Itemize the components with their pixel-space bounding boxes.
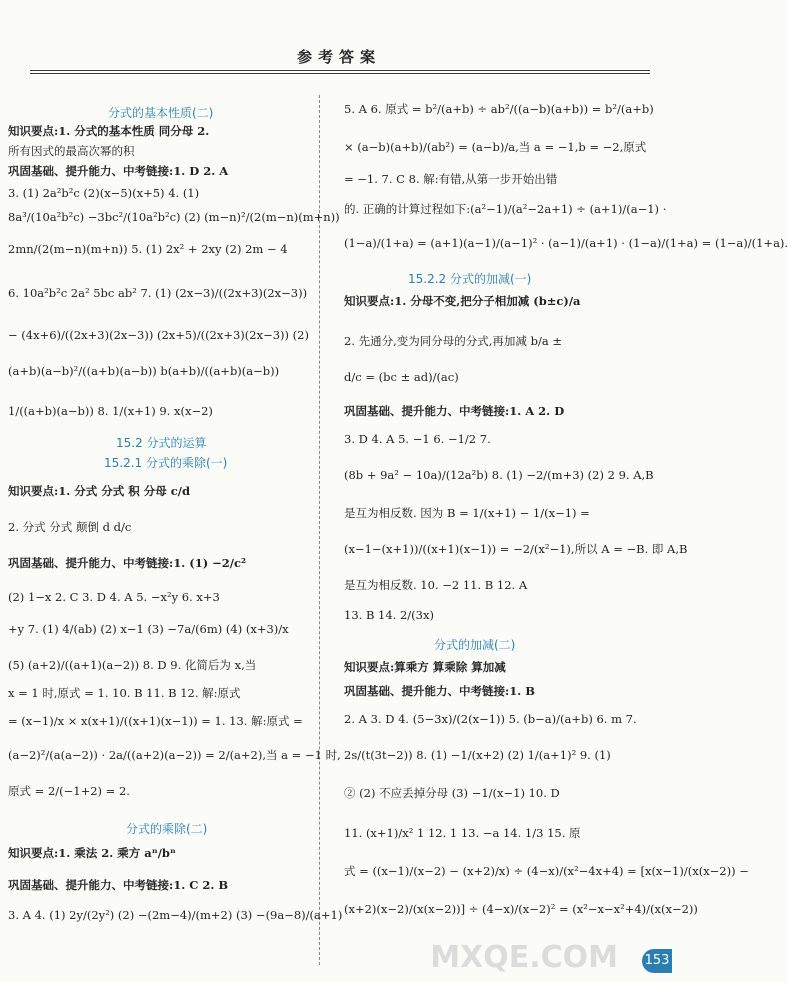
- answer-line: (1−a)/(1+a) = (a+1)(a−1)/(a−1)² · (a−1)/(a+1) · (1−a)/(1+a) = (1−a)/(1+a).: [344, 236, 788, 250]
- answer-line: 知识要点:1. 乘法 2. 乘方 aⁿ/bⁿ: [8, 846, 176, 860]
- answer-line: 6. 10a²b²c 2a² 5bc ab² 7. (1) (2x−3)/((2x+3)(2x−3)): [8, 286, 308, 300]
- answer-line: (x−1−(x+1))/((x+1)(x−1)) = −2/(x²−1),所以 A = −B. 即 A,B: [344, 542, 688, 556]
- section-heading: 分式的乘除(二): [126, 822, 208, 836]
- answer-line: 11. (x+1)/x² 1 12. 1 13. −a 14. 1/3 15. 原: [344, 826, 581, 840]
- section-heading: 15.2.1 分式的乘除(一): [104, 456, 228, 470]
- page-number: 153: [642, 949, 672, 973]
- answer-line: (a+b)(a−b)²/((a+b)(a−b)) b(a+b)/((a+b)(a−b)): [8, 364, 280, 378]
- answer-line: 1/((a+b)(a−b)) 8. 1/(x+1) 9. x(x−2): [8, 404, 213, 418]
- header-rule-top: [30, 70, 650, 71]
- answer-line: 2. A 3. D 4. (5−3x)/(2(x−1)) 5. (b−a)/(a+b) 6. m 7.: [344, 712, 637, 726]
- answer-line: (a−2)²/(a(a−2)) · 2a/((a+2)(a−2)) = 2/(a+2),当 a = −1 时,: [8, 748, 341, 762]
- answer-line: 知识要点:算乘方 算乘除 算加减: [344, 660, 506, 674]
- answer-line: 式 = ((x−1)/(x−2) − (x+2)/x) ÷ (4−x)/(x²−4x+4) = [x(x−1)/(x(x−2)) −: [344, 864, 749, 878]
- column-divider: [319, 95, 320, 965]
- answer-line: +y 7. (1) 4/(ab) (2) x−1 (3) −7a/(6m) (4) (x+3)/x: [8, 622, 289, 636]
- answer-line: 所有因式的最高次幂的积: [8, 144, 135, 158]
- answer-line: (x+2)(x−2)/(x(x−2))] ÷ (4−x)/(x−2)² = (x²−x−x²+4)/(x(x−2)): [344, 902, 698, 916]
- answer-line: 原式 = 2/(−1+2) = 2.: [8, 784, 130, 798]
- answer-line: 知识要点:1. 分式的基本性质 同分母 2.: [8, 124, 210, 138]
- answer-line: 巩固基础、提升能力、中考链接:1. A 2. D: [344, 404, 565, 418]
- answer-line: 巩固基础、提升能力、中考链接:1. B: [344, 684, 535, 698]
- answer-line: × (a−b)(a+b)/(ab²) = (a−b)/a,当 a = −1,b = −2,原式: [344, 140, 647, 154]
- answer-line: 3. A 4. (1) 2y/(2y²) (2) −(2m−4)/(m+2) (3) −(9a−8)/(a+1): [8, 908, 343, 922]
- answer-line: 是互为相反数. 因为 B = 1/(x+1) − 1/(x−1) =: [344, 506, 590, 520]
- answer-line: (8b + 9a² − 10a)/(12a²b) 8. (1) −2/(m+3) (2) 2 9. A,B: [344, 468, 654, 482]
- section-heading: 15.2 分式的运算: [116, 436, 207, 450]
- header-rule-bottom: [30, 73, 650, 74]
- answer-line: 3. D 4. A 5. −1 6. −1/2 7.: [344, 432, 491, 446]
- answer-line: 知识要点:1. 分母不变,把分子相加减 (b±c)/a: [344, 294, 581, 308]
- answer-line: = −1. 7. C 8. 解:有错,从第一步开始出错: [344, 172, 558, 186]
- answer-line: 是互为相反数. 10. −2 11. B 12. A: [344, 578, 528, 592]
- answer-line: 8a³/(10a²b²c) −3bc²/(10a²b²c) (2) (m−n)²/(2(m−n)(m+n)): [8, 210, 340, 224]
- answer-line: (2) 1−x 2. C 3. D 4. A 5. −x²y 6. x+3: [8, 590, 220, 604]
- answer-line: d/c = (bc ± ad)/(ac): [344, 370, 459, 384]
- answer-line: = (x−1)/x × x(x+1)/((x+1)(x−1)) = 1. 13. 解:原式 =: [8, 714, 303, 728]
- section-heading: 分式的基本性质(二): [108, 106, 214, 120]
- answer-line: 巩固基础、提升能力、中考链接:1. D 2. A: [8, 164, 229, 178]
- answer-line: 13. B 14. 2/(3x): [344, 608, 434, 622]
- answer-line: 3. (1) 2a²b²c (2)(x−5)(x+5) 4. (1): [8, 186, 200, 200]
- answer-line: − (4x+6)/((2x+3)(2x−3)) (2x+5)/((2x+3)(2x−3)) (2): [8, 328, 309, 342]
- answer-line: 2mn/(2(m−n)(m+n)) 5. (1) 2x² + 2xy (2) 2m − 4: [8, 242, 288, 256]
- section-heading: 15.2.2 分式的加减(一): [408, 272, 532, 286]
- answer-line: 2. 分式 分式 颠倒 d d/c: [8, 520, 132, 534]
- answer-line: 巩固基础、提升能力、中考链接:1. (1) −2/c²: [8, 556, 247, 570]
- answer-line: 5. A 6. 原式 = b²/(a+b) ÷ ab²/((a−b)(a+b)) = b²/(a+b): [344, 102, 654, 116]
- answer-line: ② (2) 不应丢掉分母 (3) −1/(x−1) 10. D: [344, 786, 560, 800]
- watermark-logo: MXQE.COM: [430, 940, 618, 975]
- answer-line: 巩固基础、提升能力、中考链接:1. C 2. B: [8, 878, 229, 892]
- answer-line: 知识要点:1. 分式 分式 积 分母 c/d: [8, 484, 191, 498]
- answer-line: x = 1 时,原式 = 1. 10. B 11. B 12. 解:原式: [8, 686, 241, 700]
- section-heading: 分式的加减(二): [434, 638, 516, 652]
- answer-line: (5) (a+2)/((a+1)(a−2)) 8. D 9. 化简后为 x,当: [8, 658, 257, 672]
- page-header: 参考答案: [296, 48, 381, 66]
- answer-line: 2s/(t(3t−2)) 8. (1) −1/(x+2) (2) 1/(a+1)² 9. (1): [344, 748, 611, 762]
- answer-line: 2. 先通分,变为同分母的分式,再加减 b/a ±: [344, 334, 562, 348]
- answer-line: 的. 正确的计算过程如下:(a²−1)/(a²−2a+1) ÷ (a+1)/(a−1) ·: [344, 202, 667, 216]
